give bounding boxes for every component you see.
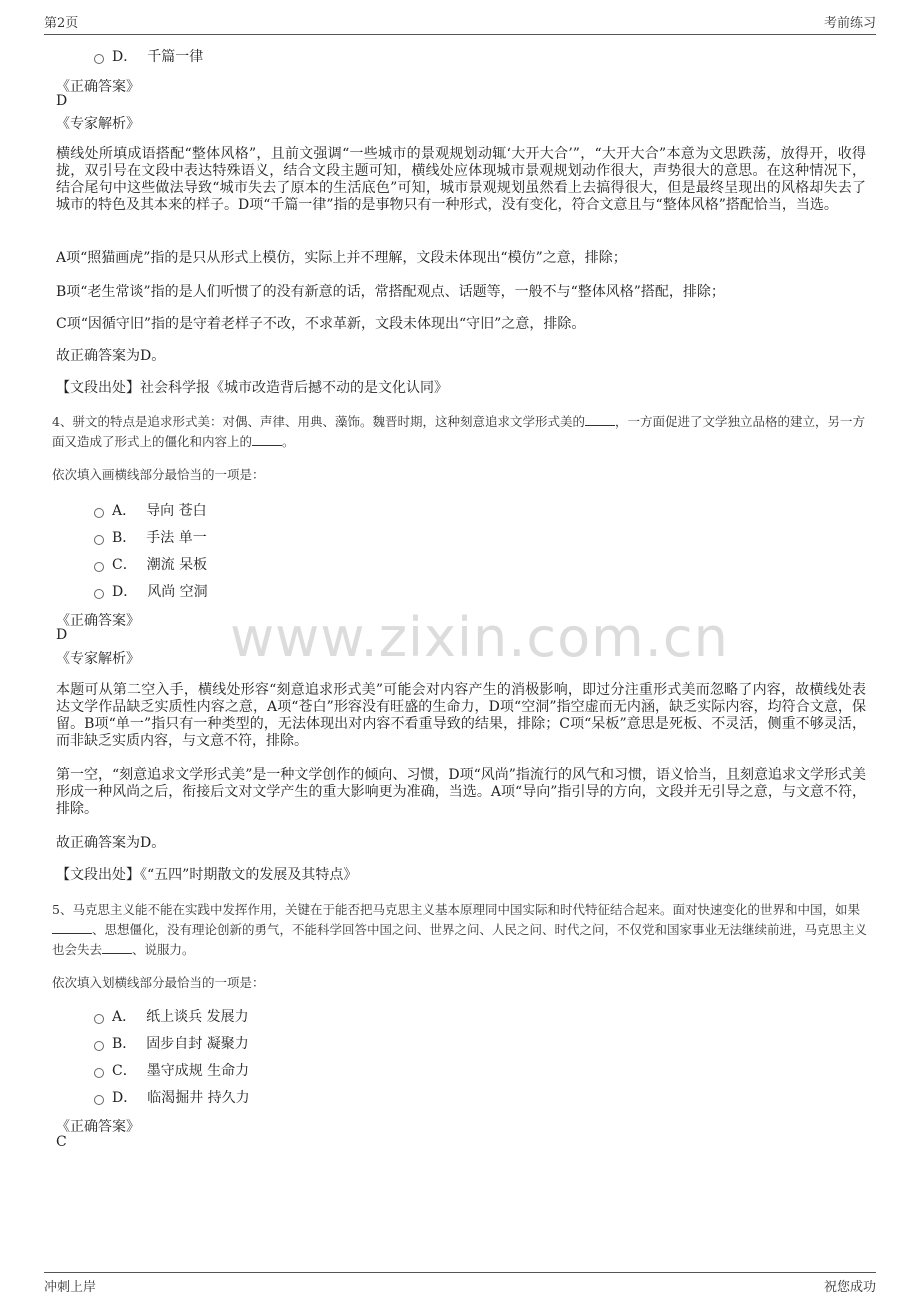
fill-blank xyxy=(52,920,92,934)
watermark: www.zixin.com.cn xyxy=(230,606,729,669)
footer-right: 祝您成功 xyxy=(823,1280,876,1295)
radio-icon[interactable] xyxy=(94,508,104,518)
q3-conclusion: 故正确答案为D。 xyxy=(56,348,166,364)
radio-icon[interactable] xyxy=(94,535,104,545)
q3-analysis-para-2: A项“照猫画虎”指的是只从形式上模仿，实际上并不理解，文段未体现出“模仿”之意，排除； xyxy=(56,250,627,266)
q4-option-c[interactable]: C． 潮流 呆板 xyxy=(94,554,207,574)
q4-option-d[interactable]: D． 风尚 空洞 xyxy=(94,581,208,601)
page-footer xyxy=(44,1272,876,1296)
q4-answer: D xyxy=(56,627,68,643)
q3-option-d[interactable] xyxy=(94,46,203,66)
q4-hint: 依次填入画横线部分最恰当的一项是： xyxy=(52,467,265,482)
header-title: 考前练习 xyxy=(823,16,876,31)
radio-icon[interactable] xyxy=(94,1068,104,1078)
q5-option-c[interactable]: C． 墨守成规 生命力 xyxy=(94,1060,249,1080)
q4-option-a[interactable]: A． 导向 苍白 xyxy=(94,500,207,520)
option-text: 千篇一律 xyxy=(147,49,204,65)
fill-blank xyxy=(252,432,282,446)
q4-conclusion: 故正确答案为D。 xyxy=(56,835,166,851)
q5-answer-label: 《正确答案》 xyxy=(56,1119,140,1135)
q5-hint: 依次填入划横线部分最恰当的一项是： xyxy=(52,975,265,990)
q4-analysis-para-2: 第一空，“刻意追求文学形式美”是一种文学创作的倾向、习惯，D项“风尚”指流行的风气和习惯，语义恰当，且刻意追求文学形式美形成一种风尚之后，衔接后文对文学产生的重大影响更为准确，当选。A项“导向”指引导的方向，文段并无引导之意，与文意不符，排除。 xyxy=(56,767,866,817)
q3-analysis-para-1: 横线处所填成语搭配“整体风格”，且前文强调“一些城市的景观规划动辄‘大开大合’”，“大开大合”本意为文思跌荡，放得开，收得拢，双引号在文段中表达特殊语义，结合文段主题可知，横线处应体现城市景观规划动作很大，声势很大的意思。在这种情况下，结合尾句中这些做法导致“城市失去了原本的生活底色”可知，城市景观规划虽然看上去搞得很大，但是最终呈现出的风格却失去了城市的特色及其本来的样子。D项“千篇一律”指的是事物只有一种形式，没有变化，符合文意且与“整体风格”搭配恰当，当选。 xyxy=(56,146,866,213)
footer-left: 冲刺上岸 xyxy=(44,1280,97,1295)
radio-icon[interactable] xyxy=(94,589,104,599)
option-letter: D． xyxy=(112,49,138,65)
q4-analysis-label: 《专家解析》 xyxy=(56,651,140,667)
q3-analysis-para-3: B项“老生常谈”指的是人们听惯了的没有新意的话，常搭配观点、话题等，一般不与“整体风格”搭配，排除； xyxy=(56,284,725,300)
q5-option-b[interactable]: B． 固步自封 凝聚力 xyxy=(94,1033,249,1053)
q4-source: 【文段出处】《“五四”时期散文的发展及其特点》 xyxy=(56,867,358,883)
q5-answer: C xyxy=(56,1134,67,1150)
radio-icon[interactable] xyxy=(94,1014,104,1024)
page-number: 第2页 xyxy=(44,16,79,31)
q4-analysis-para-1: 本题可从第二空入手，横线处形容“刻意追求形式美”可能会对内容产生的消极影响，即过分注重形式美而忽略了内容，故横线处表达文学作品缺乏实质性内容之意，A项“苍白”形容没有旺盛的生命力，D项“空洞”指空虚而无内涵，缺乏实际内容，均符合文意，保留。B项“单一”指只有一种类型的，无法体现出对内容不看重导致的结果，排除；C项“呆板”意思是死板、不灵活，侧重不够灵活，而非缺乏实质内容，与文意不符，排除。 xyxy=(56,682,866,749)
q3-source: 【文段出处】社会科学报《城市改造背后撼不动的是文化认同》 xyxy=(56,380,448,396)
q3-answer-label: 《正确答案》 xyxy=(56,79,140,95)
fill-blank xyxy=(585,412,615,426)
q5-option-a[interactable]: A． 纸上谈兵 发展力 xyxy=(94,1006,249,1026)
q5-stem: 5、马克思主义能不能在实践中发挥作用，关键在于能否把马克思主义基本原理同中国实际和时代特征结合起来。面对快速变化的世界和中国，如果、思想僵化，没有理论创新的勇气，不能科学回答中国之问、世界之问、人民之问、时代之问，不仅党和国家事业无法继续前进，马克思主义也会失去 、说服力。 xyxy=(52,902,868,957)
q4-stem: 4、骈文的特点是追求形式美：对偶、声律、用典、藻饰。魏晋时期，这种刻意追求文学形式美的 ，一方面促进了文学独立品格的建立，另一方面又造成了形式上的僵化和内容上的 。 xyxy=(52,414,865,449)
radio-icon[interactable] xyxy=(94,54,104,64)
fill-blank xyxy=(102,940,132,954)
q4-answer-label: 《正确答案》 xyxy=(56,613,140,629)
q3-answer: D xyxy=(56,93,68,109)
q4-option-b[interactable]: B． 手法 单一 xyxy=(94,527,207,547)
q3-analysis-para-4: C项“因循守旧”指的是守着老样子不改，不求革新，文段未体现出“守旧”之意，排除。 xyxy=(56,316,586,332)
radio-icon[interactable] xyxy=(94,1095,104,1105)
q3-analysis-label: 《专家解析》 xyxy=(56,116,140,132)
radio-icon[interactable] xyxy=(94,1041,104,1051)
radio-icon[interactable] xyxy=(94,562,104,572)
q5-option-d[interactable]: D． 临渴掘井 持久力 xyxy=(94,1087,250,1107)
page-header xyxy=(44,12,876,35)
